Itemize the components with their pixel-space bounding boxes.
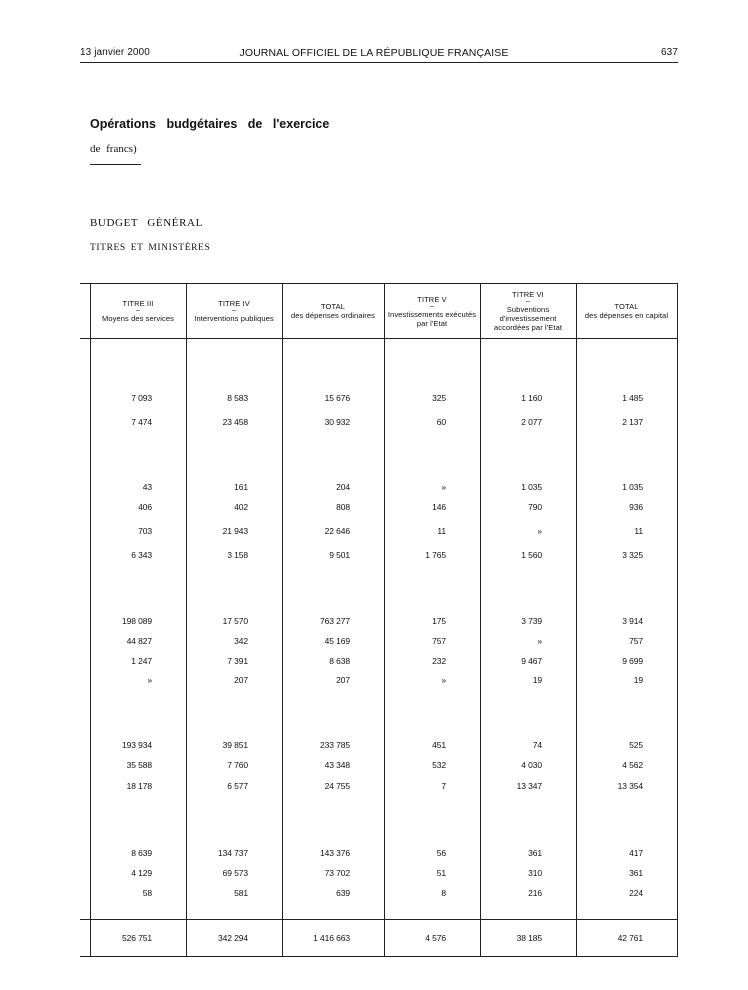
table-cell: 342 <box>234 636 248 646</box>
table-cell: 74 <box>532 740 542 750</box>
table-cell: 361 <box>528 848 542 858</box>
table-cell: 1 765 <box>425 550 446 560</box>
table-cell: 134 737 <box>217 848 248 858</box>
table-cell: 417 <box>629 848 643 858</box>
table-cell: 757 <box>629 636 643 646</box>
table-cell: 11 <box>634 526 643 536</box>
table-cell: 7 474 <box>131 417 152 427</box>
table-cell: » <box>147 675 152 685</box>
table-cell: 43 <box>142 482 152 492</box>
table-cell: 757 <box>432 636 446 646</box>
table-cell: 8 639 <box>131 848 152 858</box>
total-cell: 526 751 <box>121 933 152 943</box>
column-header-title: TOTAL <box>614 302 639 311</box>
table-cell: 7 391 <box>227 656 248 666</box>
table-cell: 525 <box>629 740 643 750</box>
table-cell: 790 <box>528 502 542 512</box>
table-cell: 808 <box>336 502 350 512</box>
table-cell: 4 030 <box>521 760 542 770</box>
table-cell: 73 702 <box>324 868 350 878</box>
table-cell: 2 137 <box>622 417 643 427</box>
table-column-rule <box>282 283 283 957</box>
total-cell: 42 761 <box>617 933 643 943</box>
table-cell: 18 178 <box>126 781 152 791</box>
table-cell: 60 <box>436 417 446 427</box>
table-cell: 51 <box>436 868 446 878</box>
table-cell: 6 577 <box>227 781 248 791</box>
table-cell: 3 325 <box>622 550 643 560</box>
table-cell: 7 093 <box>131 393 152 403</box>
table-cell: 325 <box>432 393 446 403</box>
column-header <box>188 284 280 338</box>
table-cell: 406 <box>138 502 152 512</box>
column-header-description: des dépenses en capital <box>584 311 669 320</box>
column-header-dash: – <box>136 307 140 314</box>
table-cell: 146 <box>432 502 446 512</box>
table-column-rule <box>480 283 481 957</box>
table-cell: 9 467 <box>521 656 542 666</box>
table-cell: 22 646 <box>324 526 350 536</box>
table-cell: 1 035 <box>521 482 542 492</box>
document-title: Opérations budgétaires de l'exercice <box>90 117 330 131</box>
total-cell: 342 294 <box>217 933 248 943</box>
table-column-rule <box>90 283 91 957</box>
table-cell: » <box>537 636 542 646</box>
table-cell: 233 785 <box>319 740 350 750</box>
table-cell: » <box>441 675 446 685</box>
table-cell: 310 <box>528 868 542 878</box>
table-cell: 24 755 <box>324 781 350 791</box>
table-cell: 17 570 <box>222 616 248 626</box>
table-cell: 402 <box>234 502 248 512</box>
table-cell: 193 934 <box>121 740 152 750</box>
column-header-title: TITRE VI <box>512 290 544 299</box>
table-cell: 581 <box>234 888 248 898</box>
table-cell: 639 <box>336 888 350 898</box>
table-cell: 198 089 <box>121 616 152 626</box>
table-cell: » <box>537 526 542 536</box>
column-header-title: TITRE IV <box>218 299 250 308</box>
titres-label: TITRES ET MINISTÈRES <box>90 243 211 253</box>
table-cell: 1 035 <box>622 482 643 492</box>
column-header-description: Interventions publiques <box>194 314 274 323</box>
table-cell: 1 485 <box>622 393 643 403</box>
header-journal-title: JOURNAL OFFICIEL DE LA RÉPUBLIQUE FRANÇAISE <box>239 47 509 59</box>
table-cell: 7 760 <box>227 760 248 770</box>
column-header-description: des dépenses ordinaires <box>290 311 376 320</box>
table-cell: 43 348 <box>324 760 350 770</box>
table-cell: 207 <box>234 675 248 685</box>
table-cell: 3 739 <box>521 616 542 626</box>
table-cell: 1 160 <box>521 393 542 403</box>
table-cell: 11 <box>437 526 446 536</box>
table-cell: 7 <box>441 781 446 791</box>
budget-label: BUDGET GÉNÉRAL <box>90 217 203 229</box>
table-cell: 2 077 <box>521 417 542 427</box>
column-header-dash: – <box>232 307 236 314</box>
table-bottom-rule <box>80 956 678 957</box>
table-cell: » <box>441 482 446 492</box>
total-cell: 1 416 663 <box>313 933 350 943</box>
column-header-description: Subventions d'investissement accordées par l'Etat <box>493 305 563 332</box>
table-cell: 763 277 <box>319 616 350 626</box>
column-header <box>92 284 184 338</box>
table-cell: 8 583 <box>227 393 248 403</box>
table-cell: 8 <box>441 888 446 898</box>
table-cell: 13 354 <box>617 781 643 791</box>
table-cell: 175 <box>432 616 446 626</box>
total-cell: 4 576 <box>425 933 446 943</box>
table-column-rule <box>677 283 678 957</box>
column-header-title: TITRE V <box>417 294 447 304</box>
table-column-rule <box>576 283 577 957</box>
table-cell: 204 <box>336 482 350 492</box>
table-total-rule <box>80 919 678 920</box>
table-cell: 21 943 <box>222 526 248 536</box>
table-cell: 224 <box>629 888 643 898</box>
table-cell: 532 <box>432 760 446 770</box>
table-cell: 936 <box>629 502 643 512</box>
table-cell: 1 560 <box>521 550 542 560</box>
total-cell: 38 185 <box>516 933 542 943</box>
table-cell: 56 <box>436 848 446 858</box>
table-cell: 19 <box>532 675 542 685</box>
table-cell: 4 562 <box>622 760 643 770</box>
table-cell: 13 347 <box>516 781 542 791</box>
table-header-rule <box>80 338 678 339</box>
table-cell: 35 588 <box>126 760 152 770</box>
header-date: 13 janvier 2000 <box>80 47 150 58</box>
table-cell: 216 <box>528 888 542 898</box>
table-cell: 44 827 <box>126 636 152 646</box>
table-cell: 4 129 <box>131 868 152 878</box>
column-header-description: Moyens des services <box>102 314 174 323</box>
table-cell: 23 458 <box>222 417 248 427</box>
table-cell: 361 <box>629 868 643 878</box>
table-cell: 69 573 <box>222 868 248 878</box>
table-cell: 207 <box>336 675 350 685</box>
column-header-description: Investissements exécutés par l'Etat <box>387 309 477 328</box>
header-page-number: 637 <box>661 47 678 58</box>
table-column-rule <box>186 283 187 957</box>
column-header <box>386 284 478 338</box>
table-cell: 19 <box>633 675 643 685</box>
table-cell: 3 914 <box>622 616 643 626</box>
column-header-title: TITRE III <box>122 299 154 308</box>
table-cell: 6 343 <box>131 550 152 560</box>
table-cell: 9 699 <box>622 656 643 666</box>
column-header-dash: – <box>430 302 434 310</box>
column-header-title: TOTAL <box>321 302 345 311</box>
table-cell: 15 676 <box>324 393 350 403</box>
table-cell: 45 169 <box>324 636 350 646</box>
table-cell: 3 158 <box>227 550 248 560</box>
table-cell: 8 638 <box>329 656 350 666</box>
table-cell: 30 932 <box>324 417 350 427</box>
table-column-rule <box>384 283 385 957</box>
column-header <box>578 284 675 338</box>
column-header-dash: – <box>526 298 530 305</box>
table-cell: 9 501 <box>329 550 350 560</box>
document-subtitle: de francs) <box>90 143 137 155</box>
table-cell: 703 <box>138 526 152 536</box>
table-cell: 451 <box>432 740 446 750</box>
table-cell: 39 851 <box>222 740 248 750</box>
table-cell: 58 <box>142 888 152 898</box>
table-cell: 1 247 <box>131 656 152 666</box>
table-cell: 143 376 <box>319 848 350 858</box>
table-cell: 232 <box>432 656 446 666</box>
column-header <box>284 284 382 338</box>
column-header <box>482 284 574 338</box>
table-cell: 161 <box>234 482 248 492</box>
